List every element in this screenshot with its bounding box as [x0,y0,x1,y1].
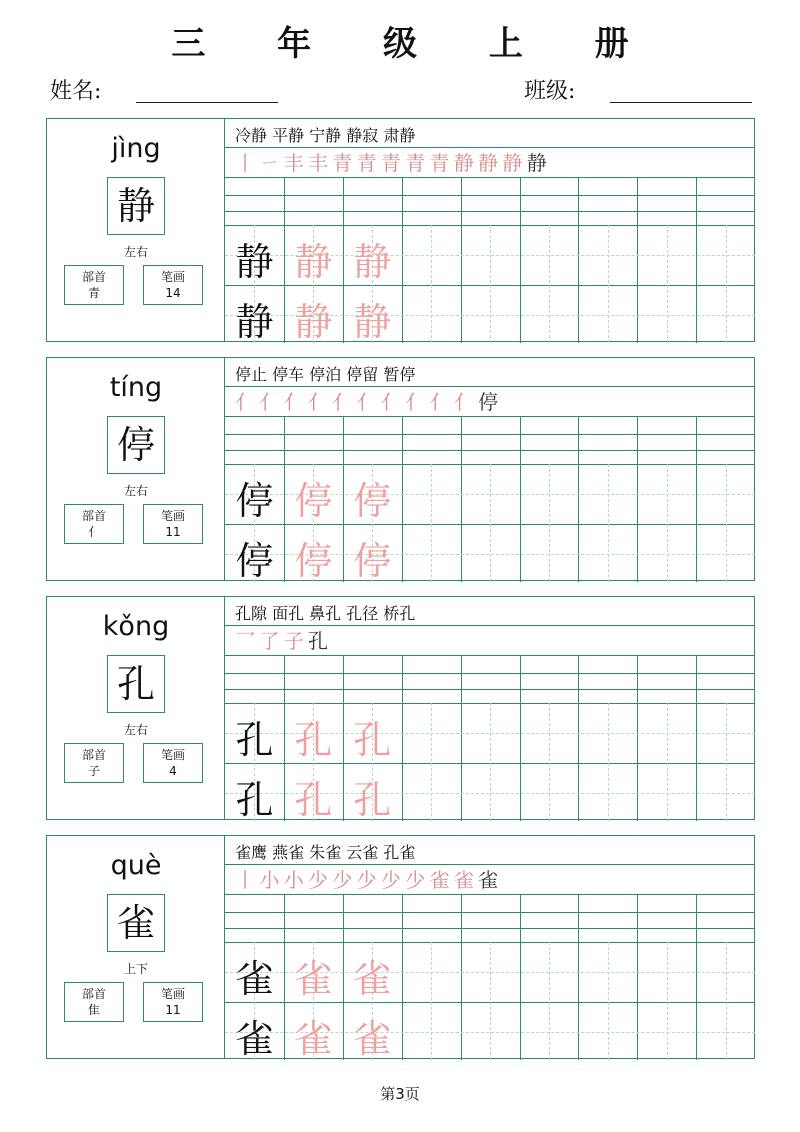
radical-label: 部首 [81,748,106,762]
stroke-order-step: 青 [380,151,401,175]
pinyin: tíng [109,372,163,403]
trace-character: 停 [294,479,333,523]
stroke-order-step: 少 [332,868,353,892]
stroke-order-step: 亻 [453,390,474,414]
radical-box [64,982,124,1022]
grid-guide [549,703,550,821]
grid-line [225,912,755,913]
class-blank-line[interactable] [610,102,752,103]
stroke-count-label: 笔画 [160,987,185,1001]
grid-line [225,625,755,626]
grid-guide [431,225,432,343]
model-character: 雀 [235,957,274,1001]
trace-character: 静 [294,240,333,284]
model-character: 静 [235,240,274,284]
pinyin: kǒng [102,611,170,642]
grid-guide [726,464,727,582]
grid-guide [431,703,432,821]
class-label: 班级: [524,79,576,104]
model-character: 静 [235,300,274,344]
stroke-order-step: 亻 [380,390,401,414]
grid-line [225,195,755,196]
grid-guide [490,225,491,343]
grid-line [225,673,755,674]
grid-line [520,416,521,582]
stroke-order-step: 丰 [283,151,304,175]
stroke-count-value: 14 [165,286,181,300]
grid-line [225,655,755,656]
character-box: 停 [107,416,165,474]
radical-box [64,743,124,783]
stroke-order-step: 少 [405,868,426,892]
grid-guide [549,942,550,1060]
stroke-count-label: 笔画 [160,270,185,284]
stroke-order-step: 青 [332,151,353,175]
name-label: 姓名: [50,79,102,104]
stroke-order-step: 小 [259,868,280,892]
stroke-order-row [233,866,500,894]
character-box: 孔 [107,655,165,713]
stroke-order-step: 子 [283,629,304,653]
stroke-order-step: 亻 [405,390,426,414]
stroke-order-step: 静 [478,151,499,175]
grid-guide [549,225,550,343]
grid-line [637,655,638,821]
grid-line [578,894,579,1060]
trace-character: 雀 [353,957,392,1001]
stroke-order-row [233,627,330,655]
grid-line [461,655,462,821]
stroke-order-step: 雀 [478,868,499,892]
stroke-count-label: 笔画 [160,509,185,523]
character-info-panel [47,836,225,1058]
stroke-order-step: 亻 [429,390,450,414]
stroke-count-box [143,265,203,305]
trace-character: 静 [294,300,333,344]
stroke-order-step: 丨 [235,151,256,175]
grid-guide [431,942,432,1060]
stroke-order-step: 停 [478,390,499,414]
trace-character: 停 [294,539,333,583]
grid-line [225,434,755,435]
structure-label: 左右 [123,484,148,498]
stroke-order-step: 亻 [283,390,304,414]
radical-box [64,265,124,305]
stroke-order-step: 静 [502,151,523,175]
grid-line [402,655,403,821]
stroke-order-step: 小 [283,868,304,892]
page-number: 第3页 [380,1085,420,1103]
stroke-order-step: 青 [429,151,450,175]
grid-line [225,147,755,148]
grid-line [637,177,638,343]
grid-line [402,894,403,1060]
grid-line [696,177,697,343]
stroke-order-step: 青 [405,151,426,175]
grid-guide [608,464,609,582]
word-list: 雀鹰 燕雀 朱雀 云雀 孔雀 [235,843,416,862]
stroke-order-step: 了 [259,629,280,653]
trace-character: 停 [353,479,392,523]
grid-line [578,655,579,821]
grid-guide [490,464,491,582]
radical-box [64,504,124,544]
stroke-order-step: 雀 [453,868,474,892]
stroke-order-step: 亻 [259,390,280,414]
practice-panel [225,119,755,344]
stroke-order-step: 少 [356,868,377,892]
grid-guide [667,225,668,343]
stroke-order-step: 丨 [235,868,256,892]
stroke-order-step: 丰 [308,151,329,175]
grid-line [225,386,755,387]
grid-line [225,894,755,895]
grid-line [578,177,579,343]
stroke-order-step: 乛 [235,629,256,653]
stroke-order-step: 雀 [429,868,450,892]
grid-line [461,894,462,1060]
pinyin: jìng [111,133,161,164]
trace-character: 孔 [353,718,392,762]
grid-guide [608,942,609,1060]
stroke-order-row [233,388,500,416]
model-character: 雀 [235,1017,274,1061]
grid-guide [726,942,727,1060]
stroke-count-value: 4 [169,764,177,778]
stroke-count-label: 笔画 [160,748,185,762]
trace-character: 雀 [294,1017,333,1061]
character-card [46,835,755,1059]
stroke-order-step: 亻 [308,390,329,414]
character-card [46,118,755,342]
structure-label: 左右 [123,245,148,259]
stroke-order-row [233,149,549,177]
character-info-panel [47,119,225,341]
grid-line [402,177,403,343]
character-card [46,596,755,820]
stroke-count-value: 11 [165,1003,181,1017]
grid-line [225,864,755,865]
practice-panel [225,597,755,822]
grid-guide [608,703,609,821]
page-title: 三 年 级 上 册 [171,24,659,64]
radical-value: 子 [87,764,100,778]
grid-line [402,416,403,582]
radical-value: 亻 [87,525,100,539]
trace-character: 停 [353,539,392,583]
word-list: 孔隙 面孔 鼻孔 孔径 桥孔 [235,604,416,623]
stroke-order-step: 孔 [308,629,329,653]
trace-character: 雀 [353,1017,392,1061]
grid-line [520,177,521,343]
grid-line [696,894,697,1060]
grid-line [225,177,755,178]
grid-line [225,928,755,929]
grid-line [461,416,462,582]
grid-guide [431,464,432,582]
radical-label: 部首 [81,270,106,284]
class-field-label [524,74,575,105]
stroke-order-step: 静 [526,151,547,175]
stroke-count-value: 11 [165,525,181,539]
model-character: 孔 [235,718,274,762]
grid-line [637,416,638,582]
radical-label: 部首 [81,987,106,1001]
trace-character: 静 [353,240,392,284]
radical-label: 部首 [81,509,106,523]
grid-guide [667,703,668,821]
word-list: 停止 停车 停泊 停留 暂停 [235,365,416,384]
grid-line [696,655,697,821]
name-field-label [50,74,101,105]
grid-line [225,689,755,690]
practice-panel [225,836,755,1061]
grid-line [520,655,521,821]
stroke-count-box [143,504,203,544]
stroke-order-step: 亻 [235,390,256,414]
trace-character: 静 [353,300,392,344]
grid-line [696,416,697,582]
grid-line [520,894,521,1060]
radical-value: 隹 [87,1003,100,1017]
structure-label: 上下 [123,962,148,976]
grid-guide [726,703,727,821]
stroke-order-step: 青 [356,151,377,175]
character-card [46,357,755,581]
stroke-count-box [143,982,203,1022]
trace-character: 孔 [353,778,392,822]
grid-line [637,894,638,1060]
grid-line [225,416,755,417]
grid-guide [667,942,668,1060]
stroke-order-step: 亻 [332,390,353,414]
trace-character: 孔 [294,718,333,762]
grid-guide [490,942,491,1060]
pinyin: què [110,850,162,881]
radical-value: 青 [87,286,100,300]
character-box: 静 [107,177,165,235]
grid-guide [490,703,491,821]
word-list: 冷静 平静 宁静 静寂 肃静 [235,126,416,145]
grid-line [578,416,579,582]
grid-guide [726,225,727,343]
character-info-panel [47,597,225,819]
model-character: 停 [235,539,274,583]
stroke-order-step: 少 [308,868,329,892]
stroke-count-box [143,743,203,783]
stroke-order-step: 静 [453,151,474,175]
structure-label: 左右 [123,723,148,737]
name-blank-line[interactable] [136,102,278,103]
trace-character: 雀 [294,957,333,1001]
stroke-order-step: 亻 [356,390,377,414]
grid-guide [667,464,668,582]
model-character: 孔 [235,778,274,822]
grid-guide [549,464,550,582]
character-box: 雀 [107,894,165,952]
stroke-order-step: 少 [380,868,401,892]
grid-line [225,211,755,212]
trace-character: 孔 [294,778,333,822]
practice-panel [225,358,755,583]
stroke-order-step: ㄧ [259,151,280,175]
grid-line [461,177,462,343]
character-info-panel [47,358,225,580]
grid-line [225,450,755,451]
grid-guide [608,225,609,343]
model-character: 停 [235,479,274,523]
